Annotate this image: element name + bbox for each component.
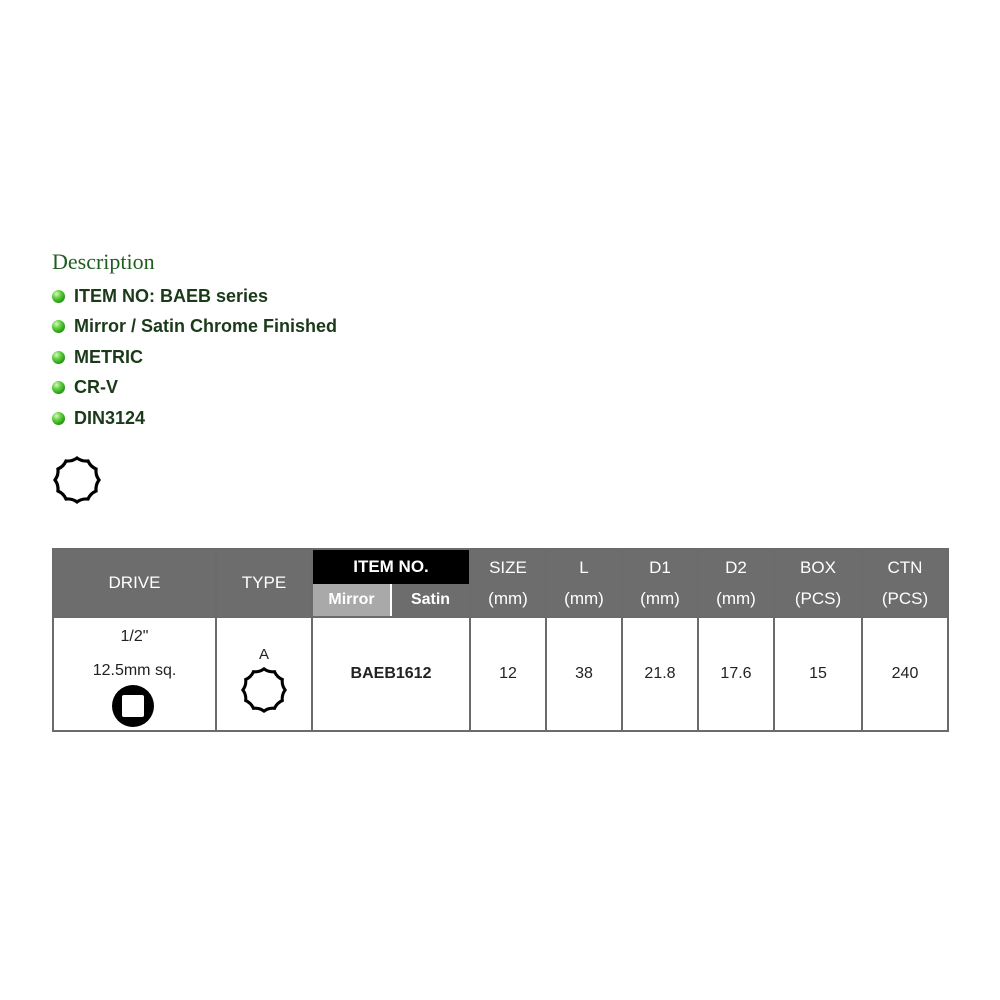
feature-label: Mirror / Satin Chrome Finished	[74, 316, 338, 337]
table-row	[53, 617, 948, 731]
d2-value: 17.6	[698, 617, 774, 731]
feature-item	[52, 342, 337, 373]
header-item-no	[312, 549, 470, 617]
twelve-point-socket-icon	[240, 666, 288, 714]
spec-table	[52, 548, 949, 732]
header-box-unit: (PCS)	[794, 589, 842, 608]
header-d2-unit: (mm)	[716, 589, 756, 608]
header-size-unit: (mm)	[488, 589, 528, 608]
green-bullet-icon	[52, 320, 65, 333]
header-l-label: L	[579, 558, 589, 577]
header-box	[774, 549, 862, 617]
item-number: BAEB1612	[312, 617, 470, 731]
green-bullet-icon	[52, 381, 65, 394]
header-ctn	[862, 549, 948, 617]
header-satin: Satin	[392, 584, 469, 616]
feature-item	[52, 281, 337, 312]
green-bullet-icon	[52, 351, 65, 364]
twelve-point-outline	[55, 458, 99, 502]
green-bullet-icon	[52, 412, 65, 425]
header-item-no-label: ITEM NO.	[313, 550, 469, 584]
green-bullet-icon	[52, 290, 65, 303]
header-d1-label: D1	[649, 558, 671, 577]
header-mirror: Mirror	[313, 584, 392, 616]
feature-label: ITEM NO: BAEB series	[74, 285, 269, 306]
box-value: 15	[774, 617, 862, 731]
feature-item	[52, 403, 337, 434]
feature-item	[52, 373, 337, 404]
type-letter: A	[258, 646, 269, 663]
twelve-point-socket-icon	[52, 455, 102, 505]
square-drive-icon	[109, 684, 157, 728]
drive-metric: 12.5mm sq.	[92, 662, 177, 679]
size-value: 12	[470, 617, 546, 731]
header-ctn-label: CTN	[887, 558, 923, 577]
drive-size: 1/2"	[120, 628, 149, 645]
twelve-point-outline	[243, 669, 285, 711]
feature-item	[52, 312, 337, 343]
description-title: Description	[52, 249, 155, 274]
l-value: 38	[546, 617, 622, 731]
header-ctn-unit: (PCS)	[881, 589, 929, 608]
feature-label: DIN3124	[74, 407, 146, 428]
ctn-value: 240	[862, 617, 948, 731]
header-size	[470, 549, 546, 617]
header-d1	[622, 549, 698, 617]
header-d2	[698, 549, 774, 617]
header-box-label: BOX	[800, 558, 836, 577]
header-d1-unit: (mm)	[640, 589, 680, 608]
feature-list	[52, 281, 337, 434]
header-drive: DRIVE	[53, 549, 216, 617]
header-l-unit: (mm)	[564, 589, 604, 608]
table-header-row	[53, 549, 948, 617]
drive-cell	[53, 617, 216, 731]
header-d2-label: D2	[725, 558, 747, 577]
feature-label: CR-V	[74, 377, 118, 398]
header-type: TYPE	[216, 549, 312, 617]
header-size-label: SIZE	[489, 558, 527, 577]
header-l	[546, 549, 622, 617]
d1-value: 21.8	[622, 617, 698, 731]
feature-label: METRIC	[74, 346, 143, 367]
type-cell	[216, 617, 312, 731]
